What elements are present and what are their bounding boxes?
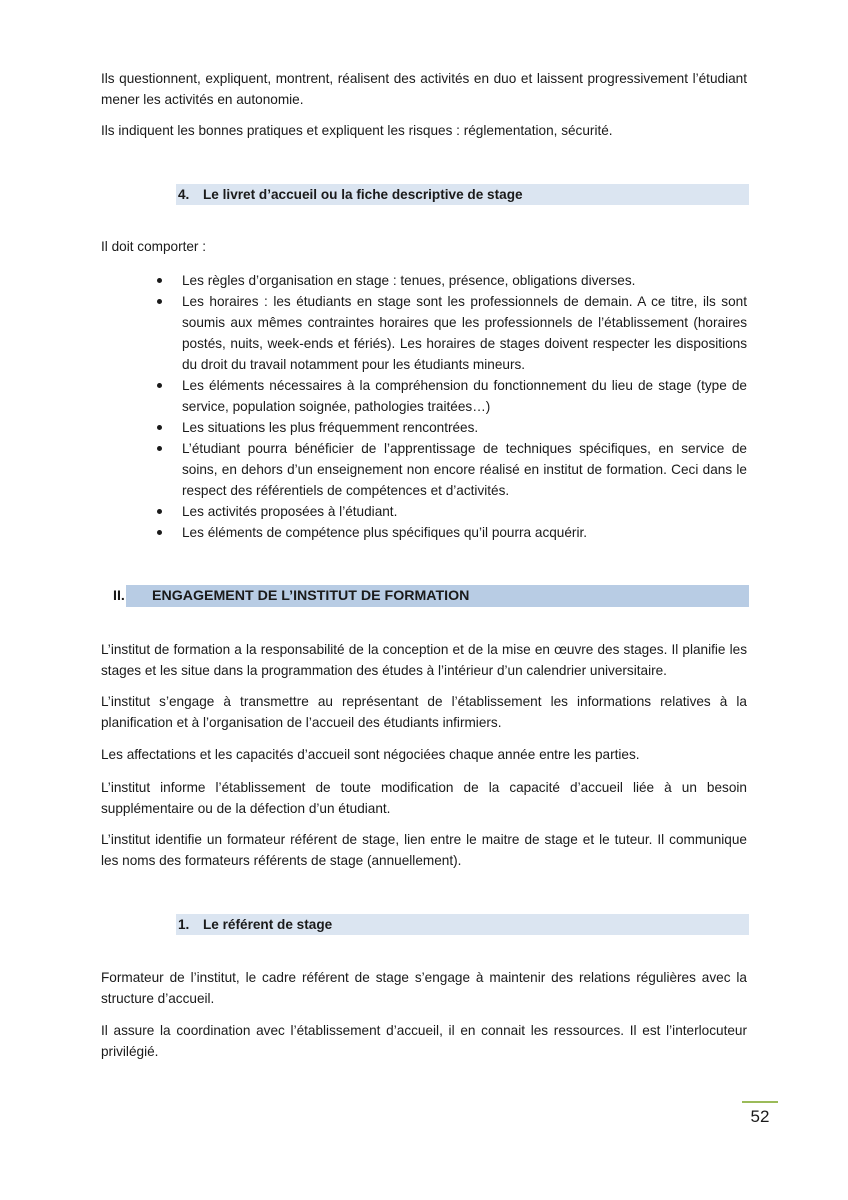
bullet-icon <box>157 530 162 535</box>
section-1-number: 1. <box>178 917 190 932</box>
section-1-heading <box>176 914 749 935</box>
list-item-text: Les horaires : les étudiants en stage sont les professionnels de demain. A ce titre, ils sont soumis aux mêmes contraintes horaires que les professionnels de l’établissement (horaires postés, nuits, week-ends et fériés). Les horaires de stages doivent respecter les dispositions du droit du travail notamment pour les étudiants mineurs. <box>182 294 747 372</box>
list-item-text: Les éléments nécessaires à la compréhension du fonctionnement du lieu de stage (type de service, population soignée, pathologies traitées…) <box>182 378 747 414</box>
list-item-text: Les éléments de compétence plus spécifiques qu’il pourra acquérir. <box>182 525 588 540</box>
section-II-paragraph-1: L’institut de formation a la responsabilité de la conception et de la mise en œuvre des stages. Il planifie les stages et les situe dans la programmation des études à l’intérieur d’un calendrier universitaire. <box>101 642 747 678</box>
section-4-lead: Il doit comporter : <box>101 239 207 254</box>
list-item <box>101 522 747 543</box>
section-II-paragraph-5: L’institut identifie un formateur référent de stage, lien entre le maitre de stage et le tuteur. Il communique les noms des formateurs référents de stage (annuellement). <box>101 832 747 868</box>
section-1-paragraph-2: Il assure la coordination avec l’établissement d’accueil, il en connait les ressources. Il est l’interlocuteur privilégié. <box>101 1023 747 1059</box>
section-II-paragraph-3: Les affectations et les capacités d’accueil sont négociées chaque année entre les parties. <box>101 747 640 762</box>
intro-paragraph-1: Ils questionnent, expliquent, montrent, réalisent des activités en duo et laissent progressivement l’étudiant mener les activités en autonomie. <box>101 71 747 107</box>
list-item-text: Les situations les plus fréquemment rencontrées. <box>182 420 479 435</box>
bullet-icon <box>157 509 162 514</box>
section-II-number: II. <box>113 588 125 604</box>
list-item-text: L’étudiant pourra bénéficier de l’apprentissage de techniques spécifiques, en service de soins, en dehors d’un enseignement non encore réalisé en institut de formation. Ceci dans le respect des référentiels de compétences et d’activités. <box>182 441 747 498</box>
section-II-heading <box>101 585 749 607</box>
section-1-title: Le référent de stage <box>203 917 333 932</box>
bullet-icon <box>157 383 162 388</box>
section-II-paragraph-2: L’institut s’engage à transmettre au représentant de l’établissement les informations relatives à la planification et à l’organisation de l’accueil des étudiants infirmiers. <box>101 694 747 730</box>
bullet-icon <box>157 278 162 283</box>
list-item <box>101 501 747 522</box>
intro-paragraph-2: Ils indiquent les bonnes pratiques et expliquent les risques : réglementation, sécurité. <box>101 123 613 138</box>
section-4-number: 4. <box>178 187 190 202</box>
list-item-text: Les activités proposées à l’étudiant. <box>182 504 398 519</box>
list-item <box>101 417 747 438</box>
bullet-icon <box>157 446 162 451</box>
list-item-text: Les règles d’organisation en stage : tenues, présence, obligations diverses. <box>182 273 636 288</box>
section-4-title: Le livret d’accueil ou la fiche descriptive de stage <box>203 187 523 202</box>
section-1-paragraph-1: Formateur de l’institut, le cadre référent de stage s’engage à maintenir des relations régulières avec la structure d’accueil. <box>101 970 747 1006</box>
list-item <box>101 438 747 501</box>
section-II-paragraph-4: L’institut informe l’établissement de toute modification de la capacité d’accueil liée à un besoin supplémentaire ou de la défection d’un étudiant. <box>101 780 747 816</box>
section-4-bullet-list <box>101 270 747 543</box>
page-number: 52 <box>750 1107 770 1126</box>
page-number-rule <box>742 1101 778 1103</box>
section-4-heading <box>176 184 749 205</box>
list-item <box>101 270 747 291</box>
list-item <box>101 291 747 375</box>
list-item <box>101 375 747 417</box>
section-II-title: ENGAGEMENT DE L’INSTITUT DE FORMATION <box>152 588 470 604</box>
bullet-icon <box>157 299 162 304</box>
bullet-icon <box>157 425 162 430</box>
